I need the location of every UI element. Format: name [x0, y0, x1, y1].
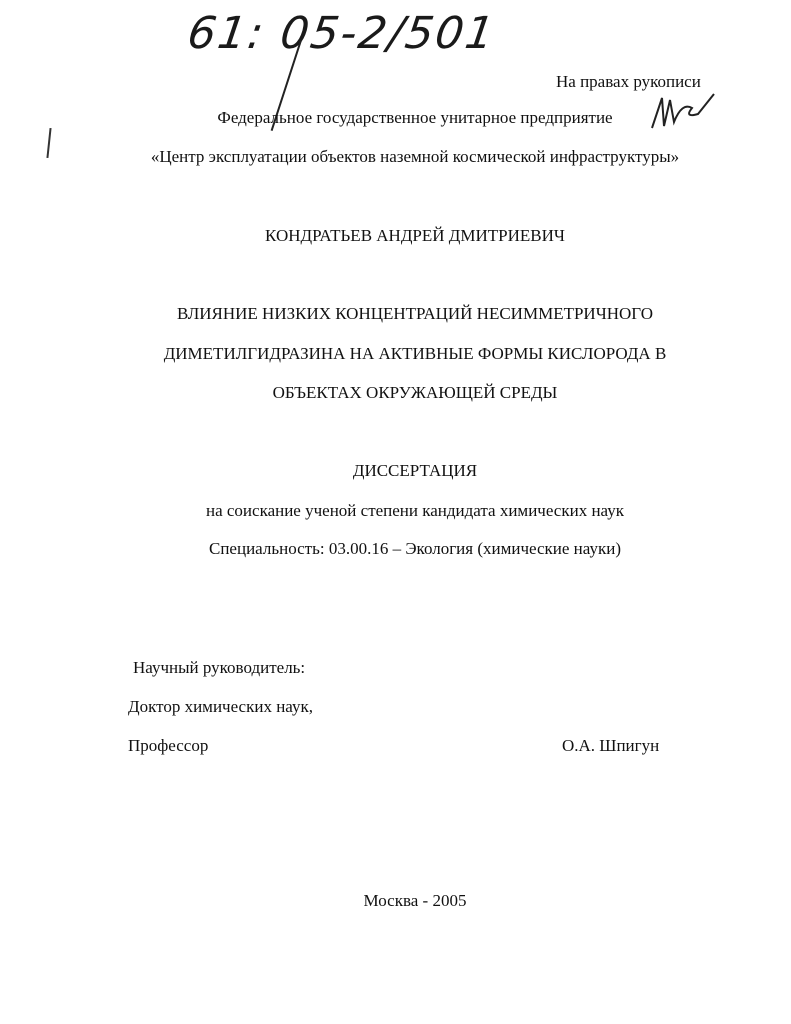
author-name: КОНДРАТЬЕВ АНДРЕЙ ДМИТРИЕВИЧ	[265, 226, 565, 245]
dissertation-title-line: ВЛИЯНИЕ НИЗКИХ КОНЦЕНТРАЦИЙ НЕСИММЕТРИЧНОГО	[177, 304, 653, 323]
dissertation-title-line: ДИМЕТИЛГИДРАЗИНА НА АКТИВНЫЕ ФОРМЫ КИСЛОРОДА В	[163, 344, 667, 363]
organization-line-2: «Центр эксплуатации объектов наземной космической инфраструктуры»	[150, 147, 680, 166]
dissertation-title-line: ОБЪЕКТАХ ОКРУЖАЮЩЕЙ СРЕДЫ	[272, 383, 558, 402]
supervisor-title: Профессор	[128, 736, 209, 755]
work-type: ДИССЕРТАЦИЯ	[352, 461, 478, 480]
archive-number-handwritten: 61: 05-2/501	[184, 8, 500, 59]
organization-line-1: Федеральное государственное унитарное предприятие	[217, 108, 613, 127]
specialty-line: Специальность: 03.00.16 – Экология (химические науки)	[209, 539, 621, 558]
supervisor-name: О.А. Шпигун	[562, 736, 660, 755]
place-year: Москва - 2005	[363, 891, 467, 910]
supervisor-degree: Доктор химических наук,	[128, 697, 313, 716]
supervisor-label: Научный руководитель:	[133, 658, 306, 677]
degree-line: на соискание ученой степени кандидата химических наук	[205, 501, 624, 520]
rights-note: На правах рукописи	[556, 72, 701, 91]
